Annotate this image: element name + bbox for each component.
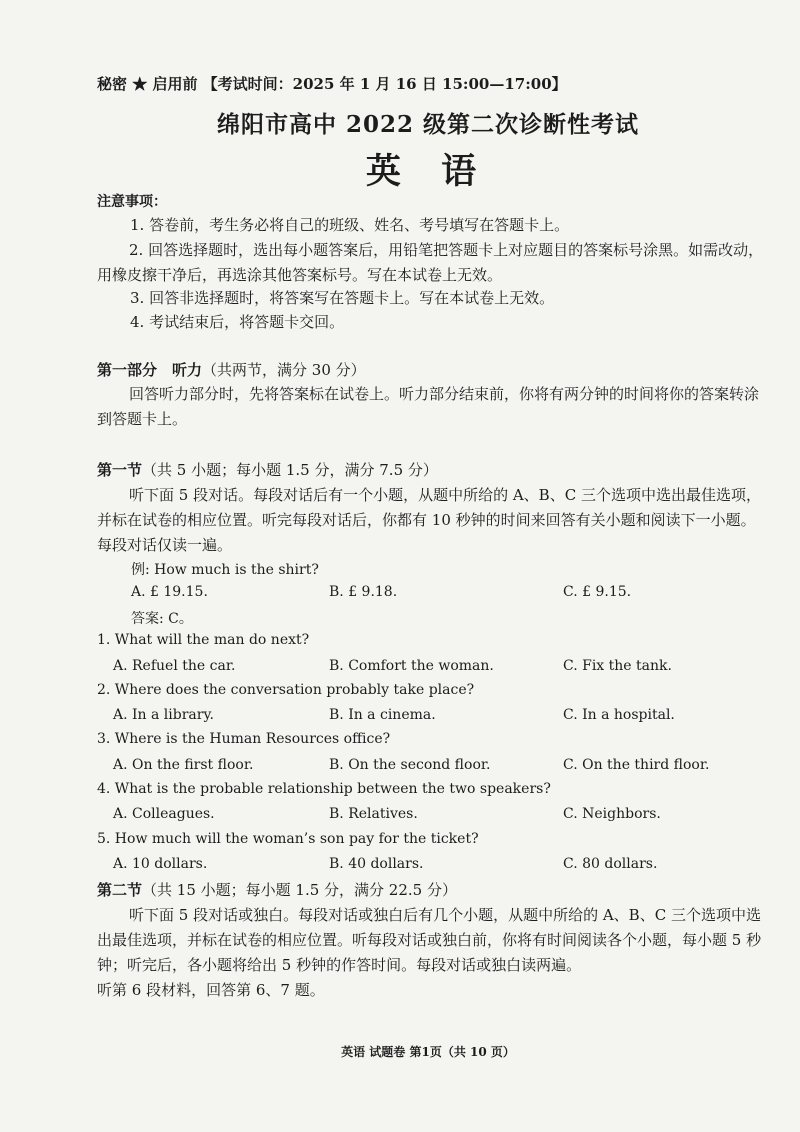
section2-intro: 听下面 5 段对话或独白。每段对话或独白后有几个小题，从题中所给的 A、B、C 三个选项中选出最佳选项，并标在试卷的相应位置。听每段对话或独白前，你将有时间阅读各个小题，每小题 5 秒钟；听完后，各小题将给出 5 秒钟的作答时间。每段对话或独白读两遍。 [97, 906, 762, 974]
section2-last-line: 听第 6 段材料，回答第 6、7 题。 [97, 981, 325, 999]
example-option-c: C. £ 9.15. [563, 584, 632, 600]
question-3: 3. Where is the Human Resources office? [97, 731, 391, 747]
subject-title: 英 语 [365, 151, 491, 192]
question-2: 2. Where does the conversation probably take place? [97, 682, 475, 698]
section1-intro: 听下面 5 段对话。每段对话后有一个小题，从题中所给的 A、B、C 三个选项中选出最佳选项，并标在试卷的相应位置。听完每段对话后，你都有 10 秒钟的时间来回答有关小题和阅读下一小题。每段对话仅读一遍。 [97, 486, 761, 554]
option-4a: A. Colleagues. [113, 806, 215, 822]
option-4b: B. Relatives. [329, 806, 418, 822]
option-1a: A. Refuel the car. [113, 658, 236, 674]
note-item: 1. 答卷前，考生务必将自己的班级、姓名、考号填写在答题卡上。 [130, 216, 570, 234]
note-item: 4. 考试结束后，将答题卡交回。 [130, 313, 345, 331]
page-footer: 英语 试题卷 第1页（共 10 页） [341, 1045, 515, 1059]
option-2b: B. In a cinema. [329, 707, 436, 723]
exam-title: 绵阳市高中 2022 级第二次诊断性考试 [216, 111, 640, 138]
option-5c: C. 80 dollars. [563, 856, 658, 872]
note-item: 2. 回答选择题时，选出每小题答案后，用铅笔把答题卡上对应题目的答案标号涂黑。如需改动，用橡皮擦干净后，再选涂其他答案标号。写在本试卷上无效。 [97, 241, 764, 284]
note-item: 3. 回答非选择题时，将答案写在答题卡上。写在本试卷上无效。 [130, 289, 555, 307]
section1-heading: 第一节（共 5 小题；每小题 1.5 分，满分 7.5 分） [97, 461, 438, 479]
option-1c: C. Fix the tank. [563, 658, 672, 674]
notes-title: 注意事项： [97, 194, 167, 210]
example-option-a: A. £ 19.15. [131, 584, 208, 600]
option-3c: C. On the third floor. [563, 757, 710, 773]
option-5b: B. 40 dollars. [329, 856, 424, 872]
option-5a: A. 10 dollars. [113, 856, 208, 872]
confidential-header: 秘密 ★ 启用前 【考试时间：2025 年 1 月 16 日 15:00—17:00】 [97, 75, 567, 93]
option-4c: C. Neighbors. [563, 806, 661, 822]
part1-heading: 第一部分 听力（共两节，满分 30 分） [97, 361, 366, 379]
question-1: 1. What will the man do next? [97, 632, 310, 648]
part1-intro: 回答听力部分时，先将答案标在试卷上。听力部分结束前，你将有两分钟的时间将你的答案转涂到答题卡上。 [97, 385, 760, 428]
option-1b: B. Comfort the woman. [329, 658, 494, 674]
option-3a: A. On the first floor. [113, 757, 254, 773]
example-answer: 答案: C。 [131, 611, 193, 627]
example-option-b: B. £ 9.18. [329, 584, 398, 600]
option-2c: C. In a hospital. [563, 707, 675, 723]
section2-heading: 第二节（共 15 小题；每小题 1.5 分，满分 22.5 分） [97, 881, 457, 899]
option-3b: B. On the second floor. [329, 757, 491, 773]
option-2a: A. In a library. [113, 707, 214, 723]
example-question: 例: How much is the shirt? [131, 562, 319, 578]
question-5: 5. How much will the woman’s son pay for the ticket? [97, 831, 479, 847]
question-4: 4. What is the probable relationship between the two speakers? [97, 781, 551, 797]
